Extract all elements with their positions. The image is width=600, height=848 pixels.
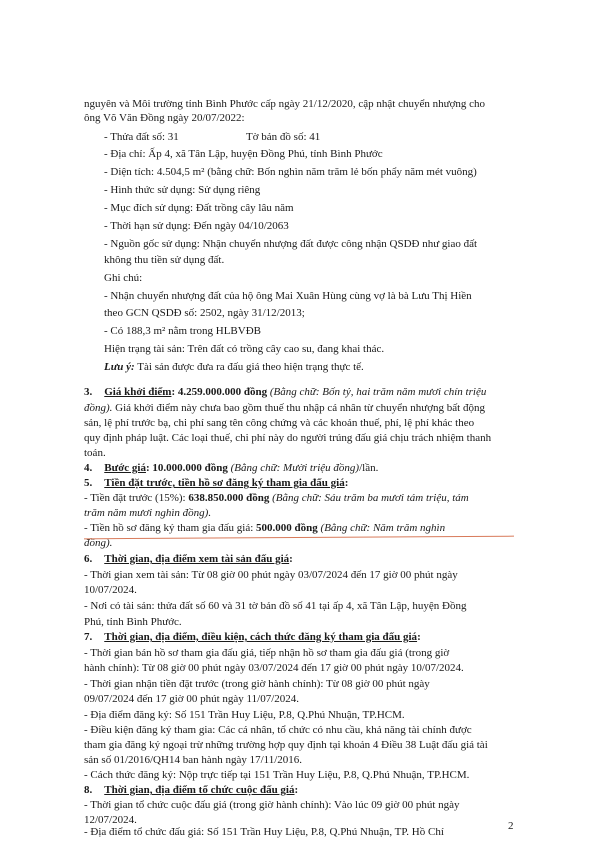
section-3-words-b: đồng). [84, 402, 113, 414]
section-7-line-2: hành chính): Từ 08 giờ 00 phút ngày 03/07/2024 đến 17 giờ 00 phút ngày 10/07/2024. [84, 662, 464, 674]
section-7-number: 7. [84, 631, 93, 643]
land-usage-form: - Hình thức sử dụng: Sử dụng riêng [104, 184, 261, 196]
section-8-line-1: - Thời gian tổ chức cuộc đấu giá (trong giờ hành chính): Vào lúc 09 giờ 00 phút ngày [84, 799, 460, 811]
section-5-fee-line-1 [84, 522, 445, 535]
section-6-colon: : [289, 553, 293, 565]
section-5-heading [84, 477, 348, 490]
section-3-title: Giá khởi điểm [104, 386, 172, 398]
land-map-sheet: Tờ bản đồ số: 41 [246, 131, 321, 143]
fee-words-a: (Bằng chữ: Năm trăm nghìn [317, 522, 446, 534]
page-number: 2 [508, 820, 514, 832]
section-3-line-4: quy định pháp luật. Các loại thuế, chi phí này do người trúng đấu giá chịu trách nhiệm thanh [84, 432, 492, 444]
land-parcel-number: - Thửa đất số: 31 [104, 131, 179, 143]
section-3-rest: Giá khởi điểm này chưa bao gồm thuế thu nhập cá nhân từ chuyển nhượng bất động [112, 402, 485, 414]
section-8-title: Thời gian, địa điểm tổ chức cuộc đấu giá [104, 784, 295, 796]
section-5-number: 5. [84, 477, 93, 489]
section-7-line-4: 09/07/2024 đến 17 giờ 00 phút ngày 11/07/2024. [84, 693, 300, 705]
scan-crease-line [84, 536, 514, 540]
section-6-number: 6. [84, 553, 93, 565]
section-6-line-4: Phú, tỉnh Bình Phước. [84, 616, 182, 628]
fee-prefix: - Tiền hồ sơ đăng ký tham gia đấu giá: [84, 522, 257, 534]
section-5-title: Tiền đặt trước, tiền hồ sơ đăng ký tham gia đấu giá [104, 477, 345, 489]
caution-text: Tài sản được đưa ra đấu giá theo hiện trạng thực tế. [134, 361, 364, 373]
section-3-number: 3. [84, 386, 93, 398]
caution-label: Lưu ý: [104, 361, 135, 373]
section-3-line-5: toán. [84, 447, 106, 459]
section-7-line-3: - Thời gian nhận tiền đặt trước (trong giờ hành chính): Từ 08 giờ 00 phút ngày [84, 678, 430, 690]
section-5-fee-line-2: đồng). [84, 537, 113, 549]
note-1-line-1: - Nhận chuyển nhượng đất của hộ ông Mai Xuân Hùng cùng vợ là bà Lưu Thị Hiền [104, 290, 472, 302]
deposit-prefix: - Tiền đặt trước (15%): [84, 492, 189, 504]
deposit-words-a: (Bằng chữ: Sáu trăm ba mươi tám triệu, tám [269, 492, 469, 504]
section-7-line-1: - Thời gian bán hồ sơ tham gia đấu giá, tiếp nhận hồ sơ tham gia đấu giá (trong giờ [84, 647, 450, 659]
section-8-colon: : [294, 784, 299, 796]
section-4-number: 4. [84, 462, 93, 474]
intro-line-1: nguyên và Môi trường tỉnh Bình Phước cấp ngày 21/12/2020, cập nhật chuyển nhượng cho [84, 98, 486, 110]
section-3-line-1 [84, 386, 486, 399]
section-7-colon: : [417, 631, 421, 643]
note-1-line-2: theo GCN QSDĐ số: 2502, ngày 31/12/2013; [104, 307, 305, 319]
land-usage-purpose: - Mục đích sử dụng: Đất trồng cây lâu năm [104, 202, 294, 214]
section-7-line-8: sản số 01/2016/QH14 ban hành ngày 17/11/2016. [84, 754, 303, 766]
section-7-line-5: - Địa điểm đăng ký: Số 151 Trần Huy Liệu, P.8, Q.Phú Nhuận, TP.HCM. [84, 709, 405, 721]
section-3-words-a: (Bằng chữ: Bốn tỷ, hai trăm năm mươi chín triệu [267, 386, 487, 398]
note-2: - Có 188,3 m² nằm trong HLBVĐB [104, 325, 261, 337]
section-4-line [84, 462, 378, 475]
land-area: - Diện tích: 4.504,5 m² (bằng chữ: Bốn nghìn năm trăm lẻ bốn phẩy năm mét vuông) [104, 166, 477, 178]
section-7-line-7: tham gia đăng ký ngoại trừ những trường hợp quy định tại khoản 4 Điều 38 Luật đấu giá tài [84, 739, 488, 751]
asset-status: Hiện trạng tài sản: Trên đất có trồng cây cao su, đang khai thác. [104, 343, 385, 355]
section-5-deposit-line-1 [84, 492, 469, 505]
section-6-line-1: - Thời gian xem tài sản: Từ 08 giờ 00 phút ngày 03/07/2024 đến 17 giờ 00 phút ngày [84, 569, 458, 581]
note-heading: Ghi chú: [104, 272, 143, 284]
land-usage-term: - Thời hạn sử dụng: Đến ngày 04/10/2063 [104, 220, 289, 232]
section-7-line-6: - Điều kiện đăng ký tham gia: Các cá nhân, tổ chức có nhu cầu, khả năng tài chính được [84, 724, 472, 736]
section-3-line-3: sản, lệ phí trước bạ, chi phí sang tên công chứng và các khoản thuế, phí, lệ phí khác theo [84, 417, 475, 429]
section-7-line-9: - Cách thức đăng ký: Nộp trực tiếp tại 151 Trần Huy Liệu, P.8, Q.Phú Nhuận, TP.HCM. [84, 769, 470, 781]
fee-amount: 500.000 đồng [256, 522, 318, 534]
section-4-words: (Bằng chữ: Mười triệu đồng) [227, 462, 360, 474]
section-6-heading [84, 553, 293, 566]
section-8-number: 8. [84, 784, 93, 796]
section-7-title: Thời gian, địa điểm, điều kiện, cách thức đăng ký tham gia đấu giá [104, 631, 418, 643]
caution-line [104, 361, 364, 374]
land-address: - Địa chỉ: Ấp 4, xã Tân Lập, huyện Đồng Phú, tỉnh Bình Phước [104, 148, 383, 160]
section-3-amount: : 4.259.000.000 đồng [171, 386, 268, 398]
land-origin-line-2: không thu tiền sử dụng đất. [104, 254, 225, 266]
section-5-deposit-line-2: trăm năm mươi nghìn đồng). [84, 507, 212, 519]
section-6-title: Thời gian, địa điểm xem tài sản đấu giá [104, 553, 290, 565]
land-origin-line-1: - Nguồn gốc sử dụng: Nhận chuyển nhượng đất được công nhận QSDĐ như giao đất [104, 238, 478, 250]
section-8-line-3: - Địa điểm tổ chức đấu giá: Số 151 Trần Huy Liệu, P.8, Q.Phú Nhuận, TP. Hồ Chí [84, 826, 444, 838]
intro-line-2: ông Võ Văn Đồng ngày 20/07/2022: [84, 112, 245, 124]
section-5-colon: : [344, 477, 349, 489]
section-6-line-2: 10/07/2024. [84, 584, 137, 596]
section-7-heading [84, 631, 421, 644]
section-4-title: Bước giá [104, 462, 146, 474]
section-4-tail: /lần. [359, 462, 379, 474]
deposit-amount: 638.850.000 đồng [188, 492, 270, 504]
section-8-line-2: 12/07/2024. [84, 814, 137, 826]
section-6-line-3: - Nơi có tài sản: thửa đất số 60 và 31 tờ bản đồ số 41 tại ấp 4, xã Tân Lập, huyện Đồng [84, 600, 467, 612]
section-4-amount: : 10.000.000 đồng [145, 462, 228, 474]
section-3-line-2 [84, 402, 485, 415]
section-8-heading [84, 784, 298, 797]
